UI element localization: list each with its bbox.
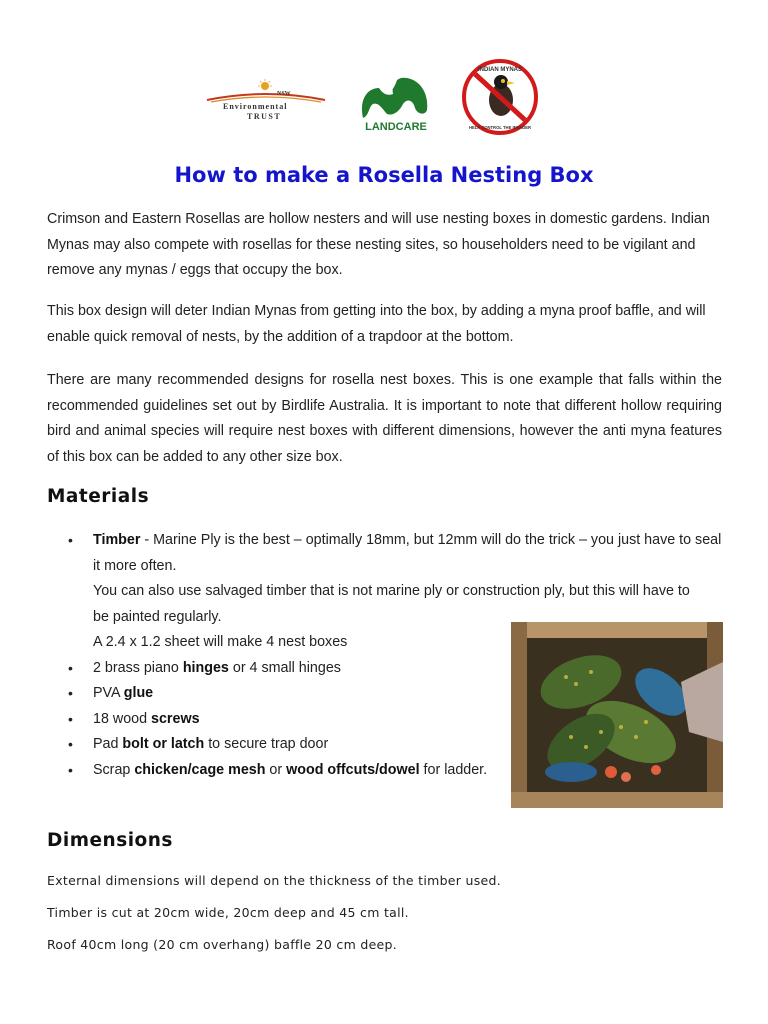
materials-heading: Materials [47,486,150,507]
svg-text:HELP CONTROL THE INVADER: HELP CONTROL THE INVADER [468,125,532,130]
bullet-icon: • [68,761,73,778]
dimensions-heading: Dimensions [47,830,173,851]
material-text: PVA [93,685,124,701]
dimension-line: External dimensions will depend on the thickness of the timber used. [47,873,502,888]
dimension-line: Timber is cut at 20cm wide, 20cm deep and 45 cm tall. [47,905,409,920]
intro-paragraph-3: There are many recommended designs for rosella nest boxes. This is one example that falls within the recommended guidelines set out by Birdlife Australia. It is important to note that different hollow requiring bird and animal species will require nest boxes with different dimensions, however the anti myna features of this box can be added to any other size box. [47,372,722,465]
nsw-environmental-trust-logo [205,78,327,124]
material-text: or 4 small hinges [228,659,341,676]
material-name: bolt or latch [122,736,205,752]
page-title: How to make a Rosella Nesting Box [174,163,594,187]
material-text: or [265,761,287,778]
dimension-line: Roof 40cm long (20 cm overhang) baffle 20 cm deep. [47,937,398,952]
material-text: Scrap [93,761,135,778]
bullet-icon: • [68,532,73,548]
rosella-chicks-photo [511,622,723,808]
material-text: to secure trap door [204,736,329,752]
material-description: - Marine Ply is the best – optimally 18mm, but 12mm will do the trick – you just have to seal it more often. [93,532,722,574]
landcare-logo [357,70,435,134]
svg-text:NSW: NSW [277,91,291,97]
material-text: 18 wood [93,710,152,727]
indian-mynas-logo [461,58,539,136]
bullet-icon: • [68,736,73,752]
material-note: A 2.4 x 1.2 sheet will make 4 nest boxes [93,634,348,650]
logo-bar [0,56,768,136]
bullet-icon: • [68,659,73,676]
svg-text:Environmental: Environmental [223,102,288,111]
material-name: chicken/cage mesh [134,761,266,778]
material-text: 2 brass piano [93,659,183,676]
bullet-icon: • [68,685,73,701]
material-name: wood offcuts/dowel [286,761,420,778]
svg-text:LANDCARE: LANDCARE [365,121,427,133]
material-note: You can also use salvaged timber that is not marine ply or construction ply, but this will have to be painted regularly. [93,583,690,625]
svg-text:TRUST: TRUST [247,112,282,121]
material-text: for ladder. [419,761,488,778]
material-name: glue [123,685,154,701]
bullet-icon: • [68,710,73,727]
intro-paragraph-1: Crimson and Eastern Rosellas are hollow nesters and will use nesting boxes in domestic gardens. Indian Mynas may also compete with rosellas for these nesting sites, so householders need to be vigilant and remove any mynas / eggs that occupy the box. [47,211,710,278]
svg-text:INDIAN MYNAS: INDIAN MYNAS [477,67,523,73]
material-name: hinges [182,659,229,676]
intro-paragraph-2: This box design will deter Indian Mynas from getting into the box, by adding a myna proof baffle, and will enable quick removal of nests, by the addition of a trapdoor at the bottom. [47,303,706,345]
material-name: screws [151,710,200,727]
material-text: Pad [93,736,123,752]
material-name: Timber [93,532,141,548]
